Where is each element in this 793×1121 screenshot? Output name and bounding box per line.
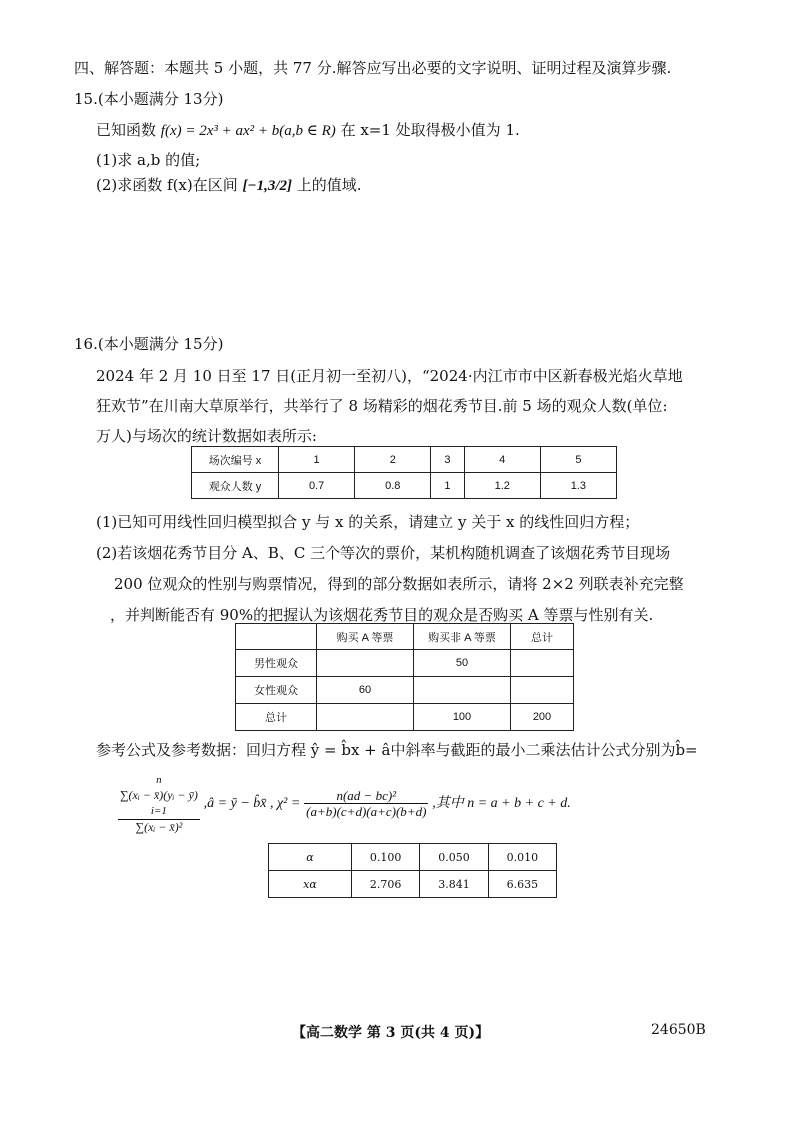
page-footer-label: 【高二数学 第 3 页(共 4 页)】 [292, 1025, 490, 1041]
table-cell: 4 [464, 447, 540, 473]
b-hat-fraction [118, 772, 200, 835]
table-cell: 购买 A 等票 [317, 624, 414, 650]
table-cell: 购买非 A 等票 [414, 624, 511, 650]
table-cell: 0.7 [279, 473, 355, 499]
table-cell [317, 650, 414, 677]
q15-part2-prefix: (2)求函数 f(x)在区间 [96, 176, 238, 194]
table-row [192, 447, 617, 473]
critical-value-table [268, 843, 557, 898]
table-cell: 60 [317, 677, 414, 704]
q16-part2-line2: 200 位观众的性别与购票情况，得到的部分数据如表所示，请将 2×2 列联表补充完整 [114, 575, 684, 593]
stats-table [191, 446, 617, 499]
table-cell [511, 650, 574, 677]
b-hat-numerator [118, 772, 200, 820]
q16-para-line2: 狂欢节”在川南大草原举行，共举行了 8 场精彩的烟花秀节目.前 5 场的观众人数(单位: [96, 397, 668, 415]
table-cell: 2.706 [352, 871, 420, 898]
table-row [236, 650, 574, 677]
table-row [236, 704, 574, 731]
q15-part2-suffix: 上的值域. [296, 176, 362, 194]
table-cell: 6.635 [488, 871, 556, 898]
table-cell: 总计 [511, 624, 574, 650]
table-cell: 0.8 [355, 473, 431, 499]
q16-part2-line1: (2)若该烟花秀节目分 A、B、C 三个等次的票价，某机构随机调查了该烟花秀节目现场 [96, 544, 671, 562]
table-cell [511, 677, 574, 704]
q15-stem-prefix: 已知函数 [96, 121, 157, 139]
chi-numerator: n(ad − bc)² [304, 788, 428, 804]
table-row [236, 677, 574, 704]
table-row [269, 871, 557, 898]
table-cell [236, 624, 317, 650]
table-cell: 1 [431, 473, 464, 499]
a-hat-formula: ,â = ȳ − b̂x̄ , χ² = [203, 796, 301, 811]
table-cell: 女性观众 [236, 677, 317, 704]
table-cell: 观众人数 y [192, 473, 279, 499]
contingency-table [235, 623, 574, 731]
table-cell: 0.010 [488, 844, 556, 871]
table-cell: 50 [414, 650, 511, 677]
sum-upper: n [156, 774, 162, 786]
q16-part1: (1)已知可用线性回归模型拟合 y 与 x 的关系，请建立 y 关于 x 的线性回归方程； [96, 513, 640, 531]
q15-stem-suffix: 在 x=1 处取得极小值为 1. [340, 121, 520, 139]
q15-stem-formula: f(x) = 2x³ + ax² + b(a,b ∈ R) [160, 123, 336, 139]
table-cell: 5 [540, 447, 616, 473]
table-cell: 2 [355, 447, 431, 473]
table-cell: 0.050 [420, 844, 488, 871]
table-row [236, 624, 574, 650]
table-cell [317, 704, 414, 731]
section-heading: 四、解答题：本题共 5 小题，共 77 分.解答应写出必要的文字说明、证明过程及演算步骤. [74, 59, 672, 77]
table-cell [414, 677, 511, 704]
chi-denominator: (a+b)(c+d)(a+c)(b+d) [306, 804, 427, 819]
table-cell: 3.841 [420, 871, 488, 898]
table-cell: 3 [431, 447, 464, 473]
q15-part2-interval: [−1,3/2] [242, 178, 293, 194]
exam-code: 24650B [651, 1022, 706, 1038]
q15-header: 15.(本小题满分 13分) [74, 90, 224, 108]
table-cell: 0.100 [352, 844, 420, 871]
ref-tail: ,其中 n = a + b + c + d. [432, 796, 571, 811]
b-hat-den-expr: ∑(xᵢ − x̄)² [135, 820, 183, 834]
b-hat-denominator [118, 820, 200, 835]
ref-formula-row [118, 772, 571, 835]
table-cell: 1 [279, 447, 355, 473]
table-cell: xα [269, 871, 352, 898]
table-cell: 场次编号 x [192, 447, 279, 473]
table-cell: α [269, 844, 352, 871]
b-hat-num-expr: ∑(xᵢ − x̄)(yᵢ − ȳ) [120, 788, 198, 802]
q15-part1: (1)求 a,b 的值; [96, 151, 201, 169]
ref-line1: 参考公式及参考数据：回归方程 ŷ = b̂x + â中斜率与截距的最小二乘法估计公式分别为b̂= [96, 741, 698, 759]
table-cell: 200 [511, 704, 574, 731]
q16-para-line3: 万人)与场次的统计数据如表所示: [96, 427, 317, 445]
table-cell: 总计 [236, 704, 317, 731]
sum-lower: i=1 [150, 805, 167, 817]
table-cell: 1.3 [540, 473, 616, 499]
table-cell: 男性观众 [236, 650, 317, 677]
table-row [269, 844, 557, 871]
q16-para-line1: 2024 年 2 月 10 日至 17 日(正月初一至初八)，“2024·内江市市中区新春极光焰火草地 [96, 367, 683, 385]
q16-part2-line3: ，并判断能否有 90%的把握认为该烟花秀节目的观众是否购买 A 等票与性别有关. [110, 606, 654, 624]
table-row [192, 473, 617, 499]
q16-header: 16.(本小题满分 15分) [74, 335, 224, 353]
q15-stem [96, 120, 520, 141]
q15-part2 [96, 175, 362, 196]
table-cell: 1.2 [464, 473, 540, 499]
table-cell: 100 [414, 704, 511, 731]
chi-fraction [304, 788, 428, 819]
